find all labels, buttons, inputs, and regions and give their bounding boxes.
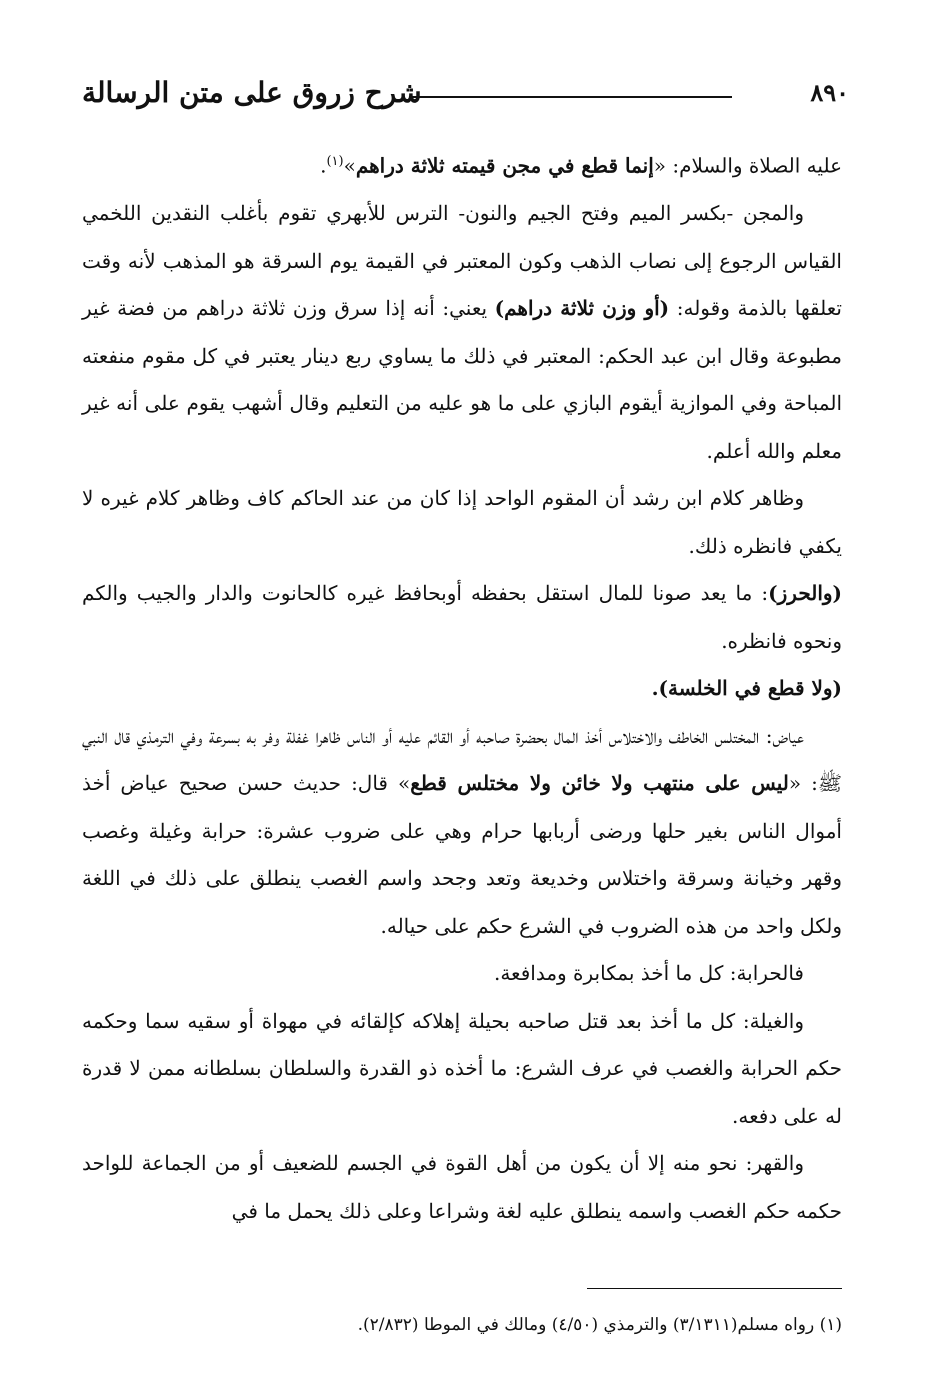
paragraph-7: فالحرابة: كل ما أخذ بمكابرة ومدافعة. bbox=[493, 961, 804, 986]
header-rule bbox=[412, 96, 732, 98]
hadith-quote: ليس على منتهب ولا خائن ولا مختلس قطع bbox=[410, 771, 789, 796]
matn-quote: (والحرز) bbox=[768, 581, 842, 606]
footnote: (١) رواه مسلم(٣/١٣١١) والترمذي (٤/٥٠) ومالك في الموطا (٢/٨٣٢). bbox=[357, 1315, 842, 1335]
paragraph-4: (والحرز): ما يعد صونا للمال استقل بحفظه أوبحافظ غيره كالحانوت والدار والجيب والكم ونحوه فانظره. bbox=[82, 581, 842, 653]
paragraph-5 bbox=[82, 665, 842, 713]
paragraph-2: والمجن -بكسر الميم وفتح الجيم والنون- الترس للأبهري تقوم بأغلب النقدين اللخمي القياس الرجوع إلى نصاب الذهب وكون المعتبر في القيمة يوم السرقة هو المذهب لأنه وقت تعلقها بالذمة وقوله: (أو وزن ثلاثة دراهم) يعني: أنه إذا سرق وزن ثلاثة دراهم من فضة غير مطبوعة وقال ابن عبد الحكم: المعتبر في ذلك ما يساوي ربع دينار يعتبر في كل مقوم منفعته المباحة وفي الموازية أيقوم البازي على ما هو عليه من التعليم وقال أشهب يقوم على أنه غير معلم والله أعلم. bbox=[82, 201, 842, 463]
hadith-quote: إنما قطع في مجن قيمته ثلاثة دراهم bbox=[355, 153, 654, 178]
paragraph-8: والغيلة: كل ما أخذ بعد قتل صاحبه بحيلة إهلاكه كإلقائه في مهواة أو سقيه سما وحكمه حكم الحرابة والغصب في عرف الشرع: ما أخذه ذو القدرة والسلطان بسلطانه ممن لا قدرة له على دفعه. bbox=[82, 1008, 842, 1128]
page-number: ٨٩٠ bbox=[810, 78, 849, 107]
running-title: شرح زروق على متن الرسالة bbox=[82, 76, 422, 109]
footnote-rule bbox=[587, 1288, 842, 1289]
paragraph-3: وظاهر كلام ابن رشد أن المقوم الواحد إذا كان من عند الحاكم كاف وظاهر كلام غيره لا يكفي فانظره ذلك. bbox=[82, 486, 842, 558]
page-header bbox=[82, 70, 857, 120]
paragraph-9: والقهر: نحو منه إلا أن يكون من أهل القوة في الجسم للضعيف أو من الجماعة للواحد حكمه حكم الغصب واسمه ينطلق عليه لغة وشراعا وعلى ذلك يحمل ما في bbox=[82, 1151, 842, 1223]
matn-quote: (ولا قطع في الخلسة). bbox=[651, 676, 842, 701]
matn-quote: (أو وزن ثلاثة دراهم) bbox=[494, 296, 670, 321]
paragraph-1: عليه الصلاة والسلام: «إنما قطع في مجن قيمته ثلاثة دراهم»$^{(١)}$. bbox=[320, 153, 842, 178]
footnote-marker: (١) bbox=[326, 154, 344, 169]
paragraph-6: عياض: المختلس الخاطف والاختلاس أخذ المال بحضرة صاحبه أو القائم عليه أو الناس ظاهرا غفلة وفر به بسرعة وفي الترمذي قال النبي ﷺ: «ليس على منتهب ولا خائن ولا مختلس قطع» قال: حديث حسن صحيح عياض أخذ أموال الناس بغير حلها ورضى أربابها حرام وهي على ضروب عشرة: حرابة وغيلة وغصب وقهر وخيانة وسرقة واختلاس وخديعة وتعد وجحد واسم الغصب ينطلق على ذلك في اللغة ولكل واحد من هذه الضروب في الشرع حكم على حياله. bbox=[82, 723, 842, 938]
body-text bbox=[82, 138, 842, 1235]
